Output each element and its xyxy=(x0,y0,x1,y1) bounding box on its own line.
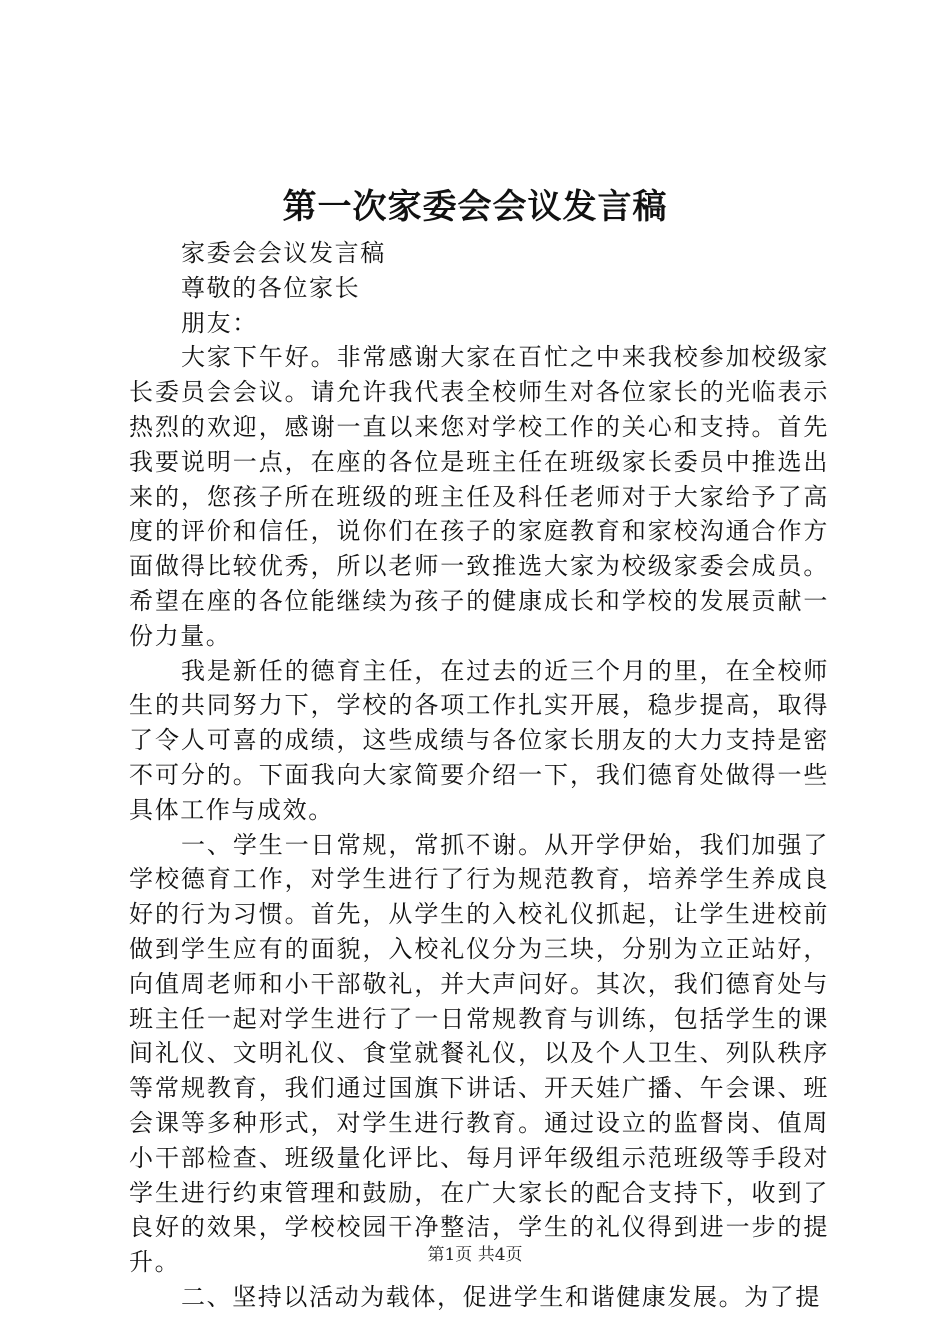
paragraph-section-two: 二、坚持以活动为载体，促进学生和谐健康发展。为了提 xyxy=(181,1282,821,1311)
paragraph-section-one: 一、学生一日常规，常抓不谢。从开学伊始，我们加强了学校德育工作，对学生进行了行为规范教育，培养学生养成良好的行为习惯。首先，从学生的入校礼仪抓起，让学生进校前做到学生应有的面貌，入校礼仪分为三块，分别为立正站好，向值周老师和小干部敬礼，并大声问好。其次，我们德育处与班主任一起对学生进行了一日常规教育与训练，包括学生的课间礼仪、文明礼仪、食堂就餐礼仪，以及个人卫生、列队秩序等常规教育，我们通过国旗下讲话、开天娃广播、午会课、班会课等多种形式，对学生进行教育。通过设立的监督岗、值周小干部检查、班级量化评比、每月评年级组示范班级等手段对学生进行约束管理和鼓励，在广大家长的配合支持下，收到了良好的效果，学校校园干净整洁，学生的礼仪得到进一步的提升。 xyxy=(129,830,829,1277)
page-footer: 第1页 共4页 xyxy=(427,1245,523,1265)
paragraph-greeting: 大家下午好。非常感谢大家在百忙之中来我校参加校级家长委员会会议。请允许我代表全校师生对各位家长的光临表示热烈的欢迎，感谢一直以来您对学校工作的关心和支持。首先我要说明一点，在座的各位是班主任在班级家长委员中推选出来的，您孩子所在班级的班主任及科任老师对于大家给予了高度的评价和信任，说你们在孩子的家庭教育和家校沟通合作方面做得比较优秀，所以老师一致推选大家为校级家委会成员。希望在座的各位能继续为孩子的健康成长和学校的发展贡献一份力量。 xyxy=(129,343,829,650)
document-title: 第一次家委会会议发言稿 xyxy=(282,187,668,227)
paragraph-heading-line: 家委会会议发言稿 xyxy=(181,239,386,267)
paragraph-salutation: 尊敬的各位家长 xyxy=(181,273,361,302)
paragraph-introduction: 我是新任的德育主任，在过去的近三个月的里，在全校师生的共同努力下，学校的各项工作扎实开展，稳步提高，取得了令人可喜的成绩，这些成绩与各位家长朋友的大力支持是密不可分的。下面我向大家简要介绍一下，我们德育处做得一些具体工作与成效。 xyxy=(129,656,829,824)
document-body xyxy=(129,236,829,1315)
paragraph-salutation-cont: 朋友： xyxy=(181,308,258,337)
